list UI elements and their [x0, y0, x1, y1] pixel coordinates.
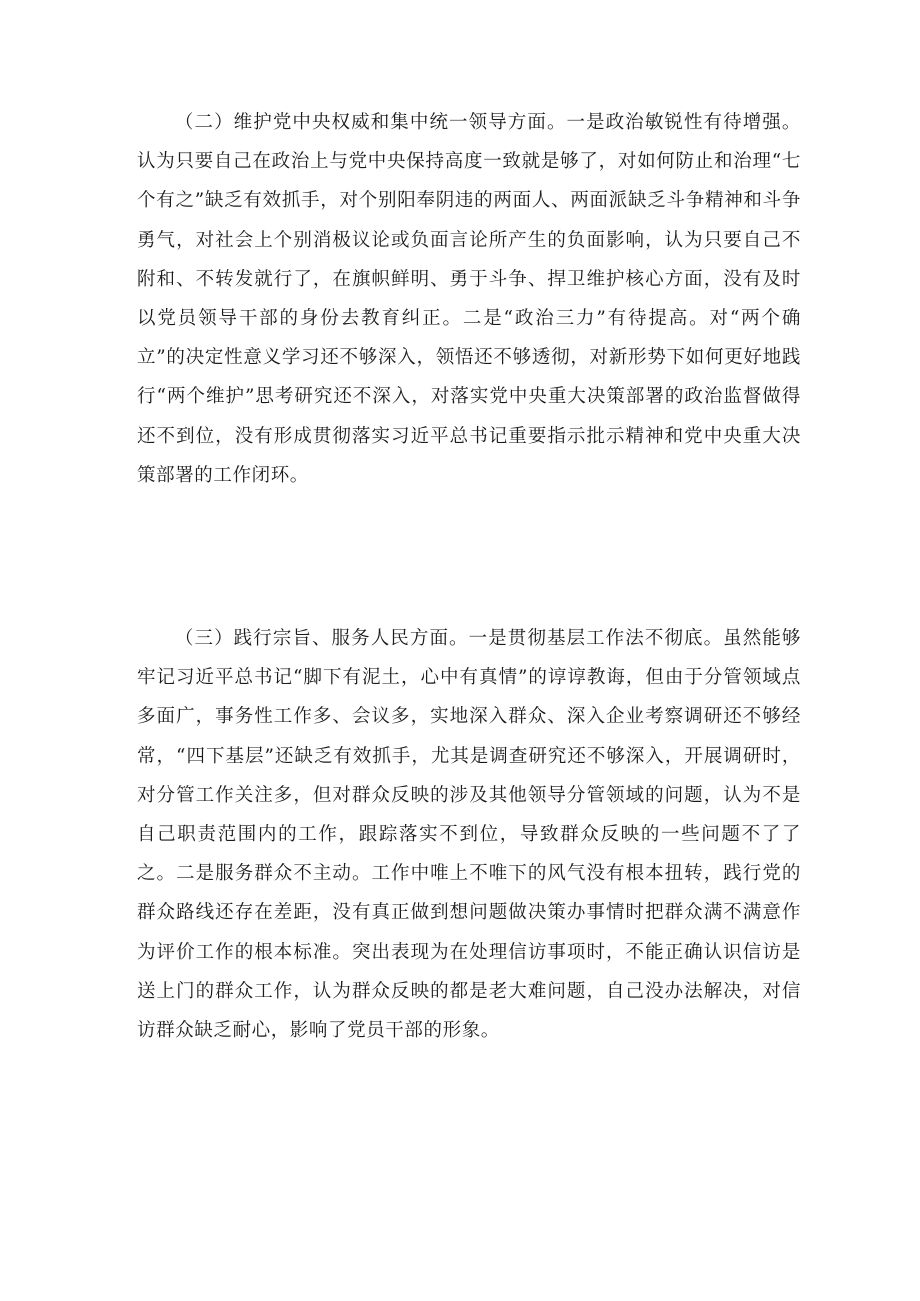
paragraph-serving-the-people: （三）践行宗旨、服务人民方面。一是贯彻基层工作法不彻底。虽然能够牢记习近平总书记“脚下有泥土，心中有真情”的谆谆教诲，但由于分管领域点多面广，事务性工作多、会议多，实地深入群众、深入企业考察调研还不够经常，“四下基层”还缺乏有效抓手，尤其是调查研究还不够深入，开展调研时，对分管工作关注多，但对群众反映的涉及其他领导分管领域的问题，认为不是自己职责范围内的工作，跟踪落实不到位，导致群众反映的一些问题不了了之。二是服务群众不主动。工作中唯上不唯下的风气没有根本扭转，践行党的群众路线还存在差距，没有真正做到想问题做决策办事情时把群众满不满意作为评价工作的根本标准。突出表现为在处理信访事项时，不能正确认识信访是送上门的群众工作，认为群众反映的都是老大难问题，自己没办法解决，对信访群众缺乏耐心，影响了党员干部的形象。 [137, 628, 801, 1042]
paragraph-political-leadership: （二）维护党中央权威和集中统一领导方面。一是政治敏锐性有待增强。认为只要自己在政治上与党中央保持高度一致就是够了，对如何防止和治理“七个有之”缺乏有效抓手，对个别阳奉阴违的两面人、两面派缺乏斗争精神和斗争勇气，对社会上个别消极议论或负面言论所产生的负面影响，认为只要自己不附和、不转发就行了，在旗帜鲜明、勇于斗争、捍卫维护核心方面，没有及时以党员领导干部的身份去教育纠正。二是“政治三力”有待提高。对“两个确立”的决定性意义学习还不够深入，领悟还不够透彻，对新形势下如何更好地践行“两个维护”思考研究还不深入，对落实党中央重大决策部署的政治监督做得还不到位，没有形成贯彻落实习近平总书记重要指示批示精神和党中央重大决策部署的工作闭环。 [137, 112, 801, 486]
